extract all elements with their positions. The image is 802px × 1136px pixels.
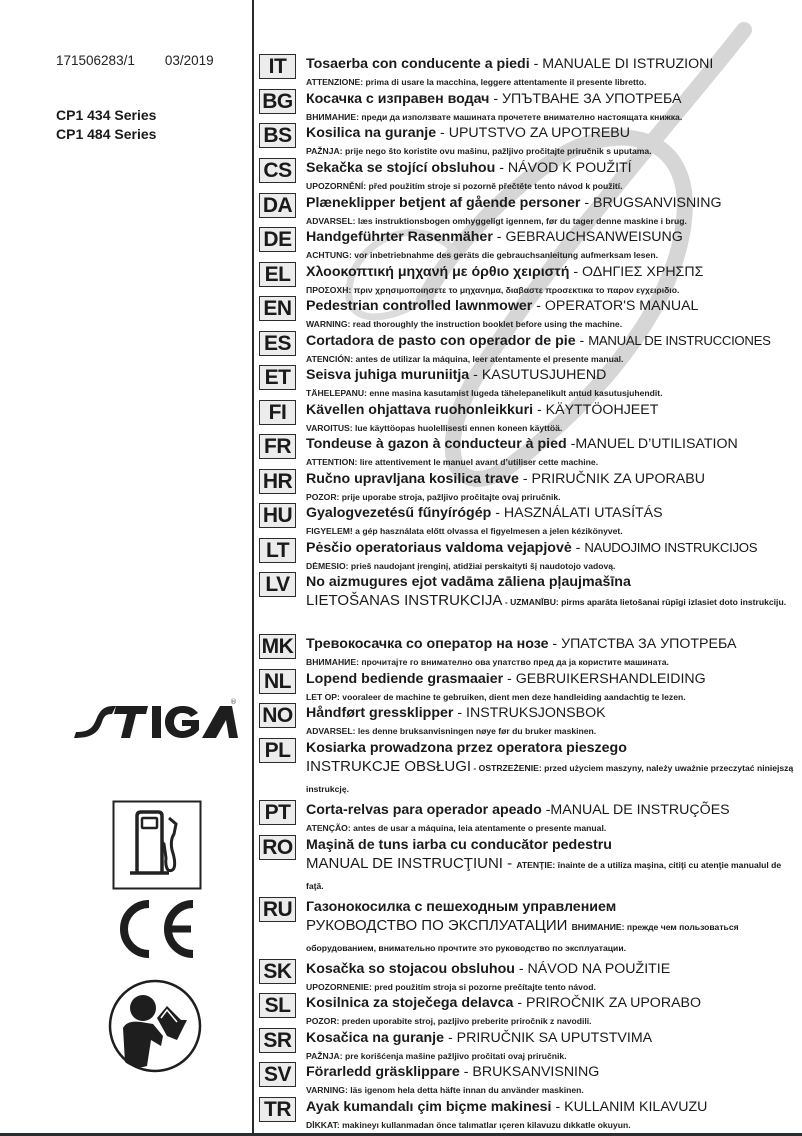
language-code-badge: SR [259, 1028, 296, 1053]
manual-title: KASUTUSJUHEND [481, 367, 607, 383]
series-line-2: CP1 484 Series [56, 126, 157, 142]
product-title: Handgeführter Rasenmäher [306, 229, 493, 245]
language-list [259, 52, 799, 1130]
language-entry-cs: CS Sekačka se stojící obsluhou - NÁVOD K POUŽITÍ UPOZORNĚNÍ: před použitím stroje si pozorně přečtěte tento návod k použití. [259, 156, 799, 191]
manual-title: OPERATOR'S MANUAL [544, 298, 699, 314]
language-entry-lt: LT Pėsčio operatoriaus valdoma vejapjovė - NAUDOJIMO INSTRUKCIJOS DĖMESIO: prieš naudojant įrenginį, atidžiai perskaityti šį naudotojo vadovą. [259, 536, 799, 570]
language-entry-bs: BS Kosilica na guranje - UPUTSTVO ZA UPOTREBU PAŽNJA: prije nego što koristite ovu mašinu, pažljivo pročitajte priručnik s uputama. [259, 121, 799, 156]
language-code-badge: MK [259, 634, 296, 659]
warning-text: ADVARSEL: les denne bruksanvisningen nøye før du bruker maskinen. [306, 726, 597, 736]
manual-title: PRIRUČNIK SA UPUTSTVIMA [456, 1030, 653, 1046]
document-meta [56, 53, 214, 68]
document-date: 03/2019 [164, 53, 214, 68]
product-title: Plæneklipper betjent af gående personer [306, 195, 581, 211]
language-entry-sk: SK Kosačka so stojacou obsluhou - NÁVOD NA POUŽITIE UPOZORNENIE: pred použitím stroja si pozorne prečítajte tento návod. [259, 957, 799, 991]
warning-text: UPOZORNENIE: pred použitím stroja si pozorne prečítajte tento návod. [306, 982, 596, 992]
manual-title: KÄYTTÖOHJEET [545, 402, 659, 418]
warning-text: ATTENZIONE: prima di usare la macchina, leggere attentamente il presente libretto. [306, 77, 647, 87]
manual-title: NÁVOD NA POUŽITIE [527, 961, 671, 977]
language-code-badge: EN [259, 296, 296, 321]
language-code-badge: IT [259, 54, 296, 79]
manual-title: BRUGSANVISNING [592, 195, 722, 211]
language-entry-mk: MK Тревокосачка со оператор на нозе - УПАТСТВА ЗА УПОТРЕБА ВНИМАНИЕ: прочитајте го внимателно ова упатство пред да ја користите машината. [259, 632, 799, 667]
warning-text: TÄHELEPANU: enne masina kasutamist lugeda tähelepanelikult antud kasutusjuhendit. [306, 388, 663, 398]
manual-title: MANUEL D’UTILISATION [575, 436, 738, 452]
product-title: Газонокосилка с пешеходным управлением [306, 899, 617, 915]
warning-text: ATENŢIE: înainte de a utiliza maşina, citiţi cu atenţie manualul de faţă. [306, 860, 782, 891]
language-code-badge: ES [259, 331, 296, 356]
language-entry-es: ES Cortadora de pasto con operador de pie - MANUAL DE INSTRUCCIONES ATENCIÓN: antes de utilizar la máquina, leer atentamente el presente manual. [259, 329, 799, 363]
manual-title: MANUALE DI ISTRUZIONI [542, 56, 714, 72]
language-entry-sv: SV Förarledd gräsklippare - BRUKSANVISNING VARNING: läs igenom hela detta häfte innan du använder maskinen. [259, 1060, 799, 1095]
manual-title: NÁVOD K POUŽITÍ [507, 160, 632, 176]
warning-text: POZOR: prije uporabe stroja, pažljivo pročitajte ovaj priručnik. [306, 492, 561, 502]
language-entry-lv: LV No aizmugures ejot vadāma zāliena pļaujmašīna LIETOŠANAS INSTRUKCIJA - UZMANĪBU: pirms aparāta lietošanai rūpīgi izlasiet doto instrukciju. [259, 570, 799, 624]
product-title: Kosačka so stojacou obsluhou [306, 961, 515, 977]
manual-title: INSTRUKSJONSBOK [466, 705, 606, 721]
manual-title: MANUAL DE INSTRUÇÕES [550, 802, 730, 818]
product-title: Тревокосачка со оператор на нозе [306, 636, 549, 652]
product-title: Seisva juhiga muruniitja [306, 367, 470, 383]
manual-title: MANUAL DE INSTRUCCIONES [588, 333, 771, 348]
language-code-badge: LV [259, 572, 296, 597]
product-title: Tosaerba con conducente a piedi [306, 56, 530, 72]
language-code-badge: TR [259, 1097, 296, 1122]
manual-title: GEBRAUCHSANWEISUNG [505, 229, 683, 245]
manual-title: HASZNÁLATI UTASÍTÁS [503, 505, 663, 521]
manual-title: PRIRUČNIK ZA UPORABU [531, 471, 705, 487]
language-code-badge: RO [259, 835, 296, 860]
warning-text: ADVARSEL: læs instruktionsbogen omhyggeligt igennem, før du tager denne maskine i brug. [306, 216, 687, 226]
product-title: Kosilica na guranje [306, 125, 437, 141]
language-entry-no: NO Håndført gressklipper - INSTRUKSJONSBOK ADVARSEL: les denne bruksanvisningen nøye før du bruker maskinen. [259, 701, 799, 736]
product-title: Gyalogvezetésű fűnyírógép [306, 505, 492, 521]
language-entry-nl: NL Lopend bediende grasmaaier - GEBRUIKERSHANDLEIDING LET OP: vooraleer de machine te gebruiken, dient men deze handleiding aandachtig te lezen. [259, 667, 799, 701]
manual-title: УПЪТВАНЕ ЗА УПОТРЕБА [501, 91, 682, 107]
language-code-badge: BG [259, 89, 296, 114]
warning-text: DİKKAT: makineyı kullanmadan önce talımatlar ıçeren kilavuzu dıkkatle okuyun. [306, 1120, 631, 1130]
language-code-badge: FI [259, 400, 296, 425]
warning-text: WARNING: read thoroughly the instruction booklet before using the machine. [306, 319, 623, 329]
fuel-pump-icon [112, 800, 202, 890]
series-line-1: CP1 434 Series [56, 107, 157, 123]
warning-text: ВНИМАНИЕ: преди да използвате машината прочетете внимателно настоящата книжка. [306, 112, 683, 122]
product-title: Kosiarka prowadzona przez operatora pieszego [306, 740, 627, 756]
manual-title: NAUDOJIMO INSTRUKCIJOS [584, 540, 758, 555]
manual-title: BRUKSANVISNING [472, 1064, 600, 1080]
product-title: No aizmugures ejot vadāma zāliena pļaujmašīna [306, 574, 631, 590]
product-title: Lopend bediende grasmaaier [306, 671, 504, 687]
manual-title: INSTRUKCJE OBSŁUGI [306, 758, 472, 775]
product-title: Χλοοκοπτική μηχανή με όρθιο χειριστή [306, 264, 570, 280]
warning-text: LET OP: vooraleer de machine te gebruiken, dient men deze handleiding aandachtig te lezen. [306, 692, 686, 702]
language-code-badge: DA [259, 193, 296, 218]
warning-text: DĖMESIO: prieš naudojant įrenginį, atidžiai perskaityti šį naudotojo vadovą. [306, 561, 616, 571]
manual-title: УПАТСТВА ЗА УПОТРЕБА [561, 636, 737, 652]
warning-text: ACHTUNG: vor inbetriebnahme des geräts die gebrauchsanleitung aufmerksam lesen. [306, 250, 658, 260]
language-entry-fr: FR Tondeuse à gazon à conducteur à pied -MANUEL D’UTILISATION ATTENTION: lire attentivement le manuel avant d’utiliser cette machine. [259, 432, 799, 467]
language-entry-tr: TR Ayak kumandalı çim biçme makinesi - KULLANIM KILAVUZU DİKKAT: makineyı kullanmadan önce talımatlar ıçeren kilavuzu dıkkatle okuyun. [259, 1095, 799, 1130]
manual-title: MANUAL DE INSTRUCŢIUNI [306, 855, 503, 872]
warning-text: ATENCIÓN: antes de utilizar la máquina, leer atentamente el presente manual. [306, 354, 624, 364]
warning-text: ВНИМАНИЕ: прежде чем пользоваться оборудованием, внимательно прочтите это руководство по эксплуатации. [306, 922, 739, 953]
language-entry-et: ET Seisva juhiga muruniitja - KASUTUSJUHEND TÄHELEPANU: enne masina kasutamist lugeda tähelepanelikult antud kasutusjuhendit. [259, 363, 799, 398]
manual-title: PRIROČNIK ZA UPORABO [526, 995, 702, 1011]
warning-text: FIGYELEM! a gép használata előtt olvassa el figyelmesen a jelen kézikönyvet. [306, 526, 623, 536]
manual-title: GEBRUIKERSHANDLEIDING [515, 671, 706, 687]
warning-text: ATENÇÃO: antes de usar a máquina, leia atentamente o presente manual. [306, 823, 607, 833]
language-entry-pl: PL Kosiarka prowadzona przez operatora pieszego INSTRUKCJE OBSŁUGI - OSTRZEŻENIE: przed użyciem maszyny, należy uważnie przeczytać niniejszą instrukcję. [259, 736, 799, 790]
language-code-badge: PL [259, 738, 296, 763]
language-code-badge: RU [259, 897, 296, 922]
language-entry-de: DE Handgeführter Rasenmäher - GEBRAUCHSANWEISUNG ACHTUNG: vor inbetriebnahme des geräts die gebrauchsanleitung aufmerksam lesen. [259, 225, 799, 260]
manual-title: KULLANIM KILAVUZU [564, 1099, 708, 1115]
language-code-badge: HR [259, 469, 296, 494]
language-entry-ru [259, 895, 799, 953]
svg-text:®: ® [230, 698, 237, 706]
product-title: Pedestrian controlled lawnmower [306, 298, 533, 314]
product-title: Corta-relvas para operador apeado [306, 802, 542, 818]
warning-text: OSTRZEŻENIE: przed użyciem maszyny, należy uważnie przeczytać niniejszą instrukcję. [306, 763, 794, 794]
stiga-logo [72, 694, 242, 742]
language-entry-sr: SR Kosačica na guranje - PRIRUČNIK SA UPUTSTVIMA PAŽNJA: pre korišćenja mašine pažljivo pročitati ovaj priručnik. [259, 1026, 799, 1060]
language-code-badge: BS [259, 123, 296, 148]
manual-title: UPUTSTVO ZA UPOTREBU [448, 125, 631, 141]
product-title: Förarledd gräsklippare [306, 1064, 460, 1080]
read-manual-icon [107, 978, 203, 1074]
warning-text: ΠΡΟΣΟΧΗ: πριν χρησιμοποιησετε το μηχανημα, διαβαστε προσεκτικα το παρον εγχειριδιο. [306, 285, 680, 295]
language-code-badge: SL [259, 993, 296, 1018]
language-entry-pt: PT Corta-relvas para operador apeado -MANUAL DE INSTRUÇÕES ATENÇÃO: antes de usar a máquina, leia atentamente o presente manual. [259, 798, 799, 833]
language-entry-en: EN Pedestrian controlled lawnmower - OPERATOR'S MANUAL WARNING: read thoroughly the instruction booklet before using the machine. [259, 294, 799, 329]
language-code-badge: EL [259, 262, 296, 287]
product-title: Tondeuse à gazon à conducteur à pied [306, 436, 567, 452]
warning-text: POZOR: preden uporabite stroj, pazljivo preberite priročnik z navodili. [306, 1016, 592, 1026]
language-entry-hr: HR Ručno upravljana kosilica trave - PRIRUČNIK ZA UPORABU POZOR: prije uporabe stroja, pažljivo pročitajte ovaj priručnik. [259, 467, 799, 501]
product-title: Ayak kumandalı çim biçme makinesi [306, 1099, 552, 1115]
language-code-badge: SK [259, 959, 296, 984]
language-entry-fi: FI Kävellen ohjattava ruohonleikkuri - KÄYTTÖOHJEET VAROITUS: lue käyttöopas huolellisesti ennen koneen käyttöä. [259, 398, 799, 432]
warning-text: VAROITUS: lue käyttöopas huolellisesti ennen koneen käyttöä. [306, 423, 563, 433]
manual-title: ΟΔΗΓΙΕΣ ΧΡΗΣΠΣ [582, 264, 704, 280]
product-title: Kosilnica za stoječega delavca [306, 995, 514, 1011]
product-title: Ručno upravljana kosilica trave [306, 471, 519, 487]
warning-text: PAŽNJA: pre korišćenja mašine pažljivo pročitati ovaj priručnik. [306, 1051, 567, 1061]
warning-text: VARNING: läs igenom hela detta häfte innan du använder maskinen. [306, 1085, 584, 1095]
language-code-badge: DE [259, 227, 296, 252]
product-title: Cortadora de pasto con operador de pie [306, 333, 576, 349]
language-code-badge: HU [259, 503, 296, 528]
manual-title: РУКОВОДСТВО ПО ЭКСПЛУАТАЦИИ [306, 917, 568, 934]
product-title: Håndført gressklipper [306, 705, 454, 721]
language-code-badge: SV [259, 1062, 296, 1087]
model-series [56, 106, 156, 144]
product-title: Kosačica na guranje [306, 1030, 444, 1046]
language-code-badge: FR [259, 434, 296, 459]
warning-text: PAŽNJA: prije nego što koristite ovu mašinu, pažljivo pročitajte priručnik s uputama. [306, 146, 652, 156]
language-entry-el: EL Χλοοκοπτική μηχανή με όρθιο χειριστή - ΟΔΗΓΙΕΣ ΧΡΗΣΠΣ ΠΡΟΣΟΧΗ: πριν χρησιμοποιησετε το μηχανημα, διαβαστε προσεκτικα το παρον εγχειριδιο. [259, 260, 799, 294]
language-entry-bg: BG Косачка с изправен водач - УПЪТВАНЕ ЗА УПОТРЕБА ВНИМАНИЕ: преди да използвате машината прочетете внимателно настоящата книжка. [259, 87, 799, 121]
language-code-badge: PT [259, 800, 296, 825]
warning-text: ВНИМАНИЕ: прочитајте го внимателно ова упатство пред да ја користите машината. [306, 657, 669, 667]
language-entry-da: DA Plæneklipper betjent af gående personer - BRUGSANVISNING ADVARSEL: læs instruktionsbogen omhyggeligt igennem, før du tager denne maskine i brug. [259, 191, 799, 225]
warning-text: ATTENTION: lire attentivement le manuel avant d’utiliser cette machine. [306, 457, 599, 467]
language-code-badge: NL [259, 669, 296, 694]
product-title: Pėsčio operatoriaus valdoma vejapjovė [306, 540, 572, 556]
vertical-divider [252, 0, 254, 1134]
warning-text: UZMANĪBU: pirms aparāta lietošanai rūpīgi izlasiet doto instrukciju. [510, 597, 787, 607]
language-entry-sl: SL Kosilnica za stoječega delavca - PRIROČNIK ZA UPORABO POZOR: preden uporabite stroj, pazljivo preberite priročnik z navodili. [259, 991, 799, 1026]
language-code-badge: NO [259, 703, 296, 728]
product-title: Sekačka se stojící obsluhou [306, 160, 496, 176]
language-entry-hu: HU Gyalogvezetésű fűnyírógép - HASZNÁLATI UTASÍTÁS FIGYELEM! a gép használata előtt olvassa el figyelmesen a jelen kézikönyvet. [259, 501, 799, 536]
language-code-badge: ET [259, 365, 296, 390]
language-code-badge: CS [259, 158, 296, 183]
ce-mark-icon [113, 900, 203, 958]
language-entry-ro: RO Maşină de tuns iarba cu conducător pedestru MANUAL DE INSTRUCŢIUNI - ATENŢIE: înainte de a utiliza maşina, citiţi cu atenţie manualul de faţă. [259, 833, 799, 887]
product-title: Kävellen ohjattava ruohonleikkuri [306, 402, 534, 418]
document-code: 171506283/1 [56, 53, 135, 68]
language-code-badge: LT [259, 538, 296, 563]
language-entry-it: IT Tosaerba con conducente a piedi - MANUALE DI ISTRUZIONI ATTENZIONE: prima di usare la macchina, leggere attentamente il presente libretto. [259, 52, 799, 87]
product-title: Maşină de tuns iarba cu conducător pedestru [306, 837, 612, 853]
manual-title: LIETOŠANAS INSTRUKCIJA [306, 592, 503, 609]
product-title: Косачка с изправен водач [306, 91, 490, 107]
warning-text: UPOZORNĚNÍ: před použitím stroje si pozorně přečtěte tento návod k použití. [306, 181, 623, 191]
